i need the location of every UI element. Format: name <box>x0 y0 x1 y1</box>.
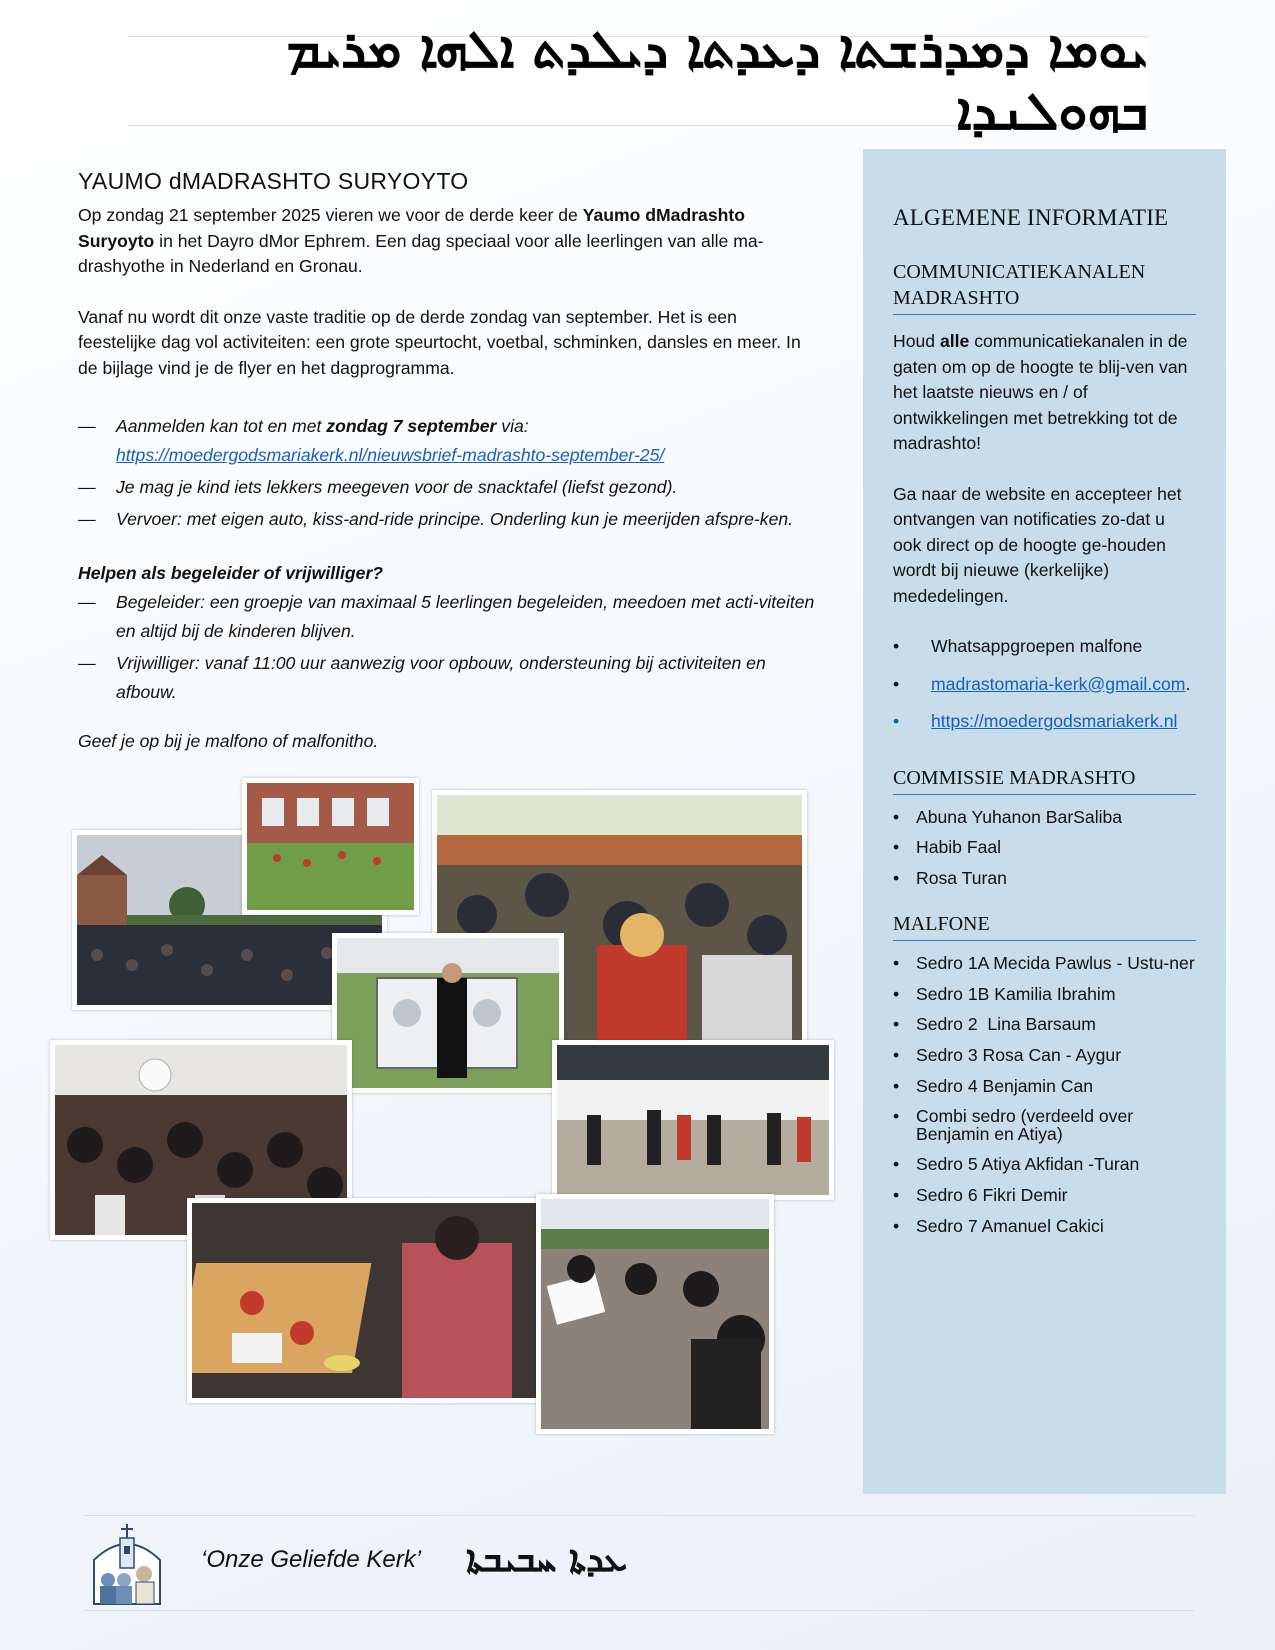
bullet-marker: • <box>893 1045 900 1066</box>
malfone-item <box>893 955 1196 973</box>
dash-marker: — <box>78 509 96 529</box>
photo-reading <box>536 1194 774 1434</box>
malfone-name: Sedro 1B Kamilia Ibrahim <box>916 983 1116 1004</box>
malfone-item <box>893 1187 1196 1205</box>
bullet-marker: • <box>893 837 900 858</box>
sidebar-heading: ALGEMENE INFORMATIE <box>893 205 1169 230</box>
malfone-name: Sedro 5 Atiya Akfidan -Turan <box>916 1154 1140 1175</box>
transport-item <box>78 505 818 534</box>
commissie-heading: COMMISSIE MADRASHTO <box>893 765 1196 795</box>
tradition-paragraph: Vanaf nu wordt dit onze vaste traditie op de derde zondag van september. Het is een feestelijke dag vol activiteiten: een grote speurtocht, voetbal, schminken, dansles en meer. In de bijlage vind je de flyer en het dagprogramma. <box>78 306 801 378</box>
malfone-name: Combi sedro (verdeeld over Benjamin en Atiya) <box>916 1106 1134 1144</box>
malfone-item <box>893 1047 1196 1065</box>
bullet-marker: • <box>893 867 900 888</box>
malfone-item <box>893 1108 1196 1143</box>
website-paragraph: Ga naar de website en accepteer het ontvangen van notificaties zo-dat u ook direct op de hoogte ge-houden wordt bij nieuwe (kerkelijke) mededelingen. <box>893 483 1182 606</box>
malfone-item <box>893 983 1196 1004</box>
bullet-marker: • <box>893 806 900 827</box>
register-deadline: zondag 7 september <box>326 416 497 436</box>
header-banner <box>128 19 1148 142</box>
bullet-marker: • <box>893 1215 900 1236</box>
snack-text: Je mag je kind iets lekkers meegeven voor de snacktafel (liefst gezond). <box>116 477 678 497</box>
register-via: via: <box>496 416 529 436</box>
dash-marker: — <box>78 416 96 436</box>
register-item <box>78 412 818 470</box>
email-link[interactable]: madrastomaria-kerk@gmail.com <box>931 673 1186 694</box>
malfone-name: Sedro 6 Fikri Demir <box>916 1185 1068 1206</box>
website-link[interactable]: https://moedergodsmariakerk.nl <box>931 711 1178 731</box>
help-item <box>78 649 818 707</box>
intro-text-end: in het Dayro dMor Ephrem. Een dag speciaal voor alle leerlingen van alle ma-drashyothe in Nederland en Gronau. <box>78 230 764 276</box>
intro-paragraph <box>78 203 818 280</box>
photo-collage <box>50 818 880 1498</box>
malfone-name: Sedro 2 Lina Barsaum <box>916 1014 1096 1035</box>
malfone-name: Sedro 4 Benjamin Can <box>916 1075 1094 1096</box>
register-link[interactable]: https://moedergodsmariakerk.nl/nieuwsbrief-madrashto-september-25/ <box>116 445 665 465</box>
intro-text: Op zondag 21 september 2025 vieren we voor de derde keer de <box>78 205 583 225</box>
malfone-name: Sedro 1A Mecida Pawlus - Ustu-ner <box>916 953 1195 974</box>
member-name: Rosa Turan <box>916 867 1007 888</box>
malfone-heading: MALFONE <box>893 911 1196 941</box>
main-article <box>78 168 818 770</box>
footer-motto-syriac: ܥܕܬܐ ܚܒܝܒܬܐ <box>466 1538 628 1580</box>
malfone-item <box>893 1075 1196 1096</box>
comm-paragraph <box>893 329 1196 457</box>
bullet-marker: • <box>893 636 900 656</box>
photo-field-game <box>242 778 419 915</box>
malfone-list <box>893 955 1196 1235</box>
register-text: Aanmelden kan tot en met <box>116 416 327 436</box>
commissie-member <box>893 839 1196 857</box>
malfone-item <box>893 1156 1196 1174</box>
commissie-member <box>893 806 1196 827</box>
member-name: Abuna Yuhanon BarSaliba <box>916 806 1123 827</box>
channel-item <box>893 709 1196 735</box>
bullet-marker: • <box>893 711 900 731</box>
church-logo-icon <box>84 1520 170 1606</box>
commissie-list <box>893 806 1196 888</box>
dash-marker: — <box>78 592 96 612</box>
malfone-name: Sedro 3 Rosa Can - Aygur <box>916 1045 1122 1066</box>
photo-dancing <box>552 1040 834 1200</box>
help-list <box>78 588 818 707</box>
channel-item <box>893 672 1196 698</box>
bullet-marker: • <box>893 1154 900 1175</box>
syriac-title: ܝܘܡܐ ܕܡܕܪܫܬܐ ܕܥܕܬܐ ܕܝܠܕܬ ܐܠܗܐ ܡܪܝܡ ܒܗܘܠܢܕܐ <box>286 19 1148 142</box>
photo-snack-table <box>187 1198 547 1403</box>
channel-list <box>893 634 1196 735</box>
footer <box>84 1515 1194 1611</box>
help-item-text: Vrijwilliger: vanaf 11:00 uur aanwezig voor opbouw, ondersteuning bij activiteiten en afbouw. <box>116 653 766 702</box>
channel-item <box>893 634 1196 660</box>
malfone-name: Sedro 7 Amanuel Cakici <box>916 1215 1104 1236</box>
bullet-marker: • <box>893 1014 900 1035</box>
article-title: YAUMO dMADRASHTO SURYOYTO <box>78 168 469 194</box>
intro-bold: Yaumo dMadrashto Suryoyto <box>78 205 745 251</box>
dash-marker: — <box>78 477 96 497</box>
snack-item <box>78 473 818 502</box>
help-item <box>78 588 818 646</box>
bullet-marker: • <box>893 1075 900 1096</box>
footer-motto: ‘Onze Geliefde Kerk’ <box>201 1546 422 1573</box>
transport-text: Vervoer: met eigen auto, kiss-and-ride principe. Onderling kun je meerijden afspre-ken. <box>116 509 794 529</box>
comm-text-end: communicatiekanalen in de gaten om op de hoogte te blij-ven van het laatste nieuws en / of ontwikkelingen met betrekking tot de madrashto! <box>893 331 1188 453</box>
info-list <box>78 412 818 534</box>
bullet-marker: • <box>893 983 900 1004</box>
dash-marker: — <box>78 653 96 673</box>
help-item-text: Begeleider: een groepje van maximaal 5 leerlingen begeleiden, meedoen met acti-viteiten en altijd bij de kinderen blijven. <box>116 592 815 641</box>
bullet-marker: • <box>893 953 900 974</box>
commissie-member <box>893 867 1196 888</box>
help-title: Helpen als begeleider of vrijwilliger? <box>78 563 384 583</box>
comm-text: Houd <box>893 331 940 351</box>
bullet-marker: • <box>893 1106 900 1127</box>
comm-bold: alle <box>939 331 970 351</box>
channel-whatsapp: Whatsappgroepen malfone <box>931 636 1143 656</box>
malfone-item <box>893 1215 1196 1236</box>
photo-priest-goal <box>332 933 564 1093</box>
comm-heading: COMMUNICATIEKANALEN MADRASHTO <box>893 259 1196 315</box>
member-name: Habib Faal <box>916 837 1002 858</box>
closing-text: Geef je op bij je malfono of malfonitho. <box>78 731 379 751</box>
info-sidebar <box>863 149 1226 1494</box>
bullet-marker: • <box>893 673 900 694</box>
email-suffix: . <box>1185 673 1191 694</box>
malfone-item <box>893 1016 1196 1034</box>
bullet-marker: • <box>893 1185 900 1206</box>
